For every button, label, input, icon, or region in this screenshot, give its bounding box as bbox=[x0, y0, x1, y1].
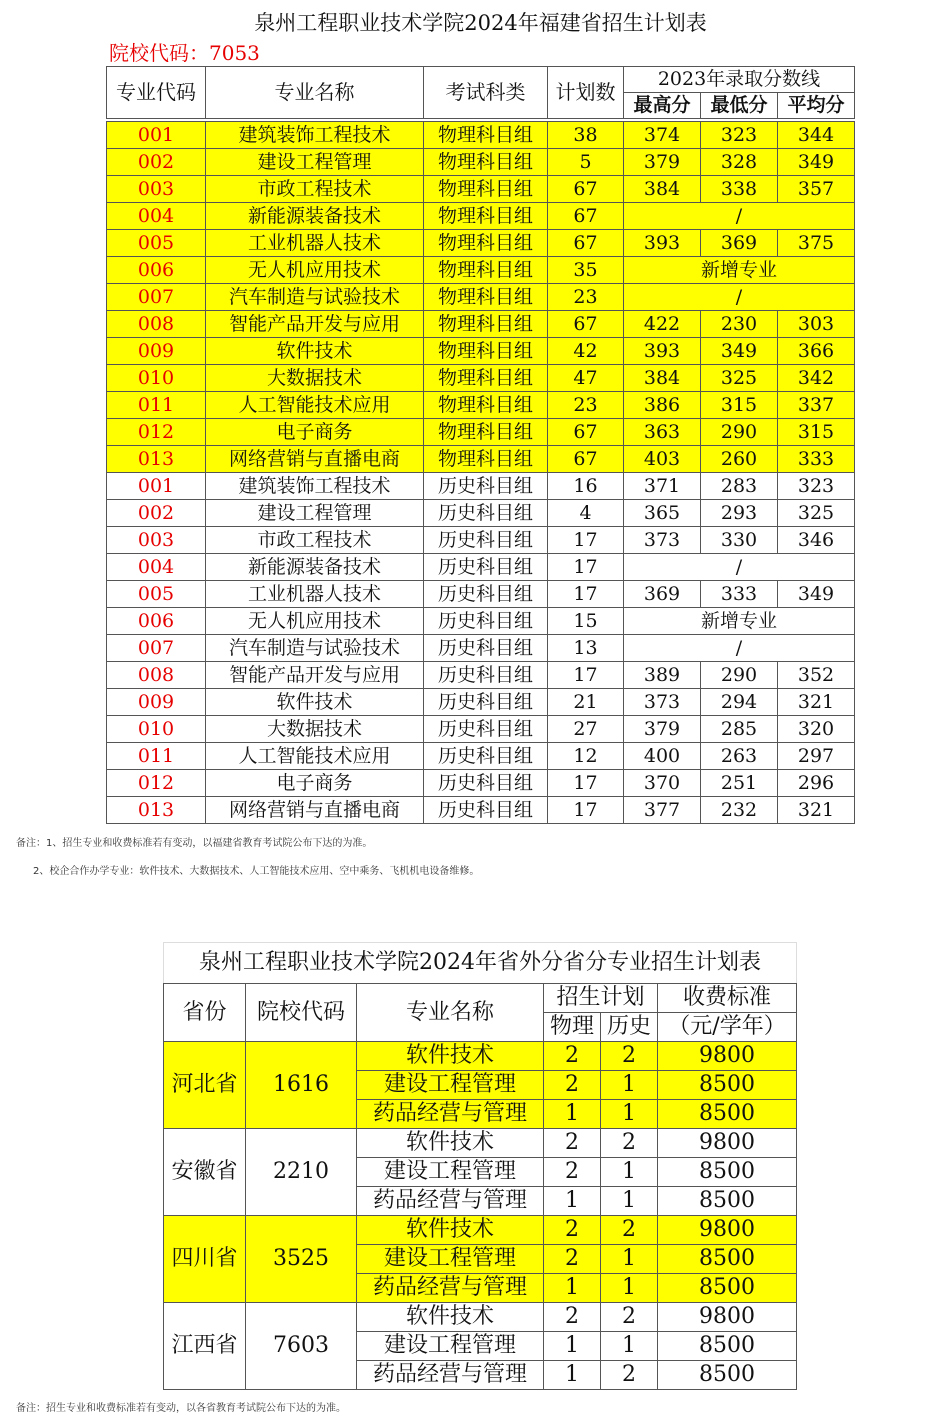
fee-cell: 8500 bbox=[658, 1274, 797, 1303]
avg-score-cell: 337 bbox=[778, 392, 855, 419]
plan-count-cell: 23 bbox=[548, 392, 624, 419]
plan-count-cell: 17 bbox=[548, 797, 624, 824]
score-merged-cell: 新增专业 bbox=[624, 257, 855, 284]
score-merged-cell: / bbox=[624, 284, 855, 311]
history-plan-cell: 2 bbox=[601, 1042, 658, 1071]
plan-count-cell: 15 bbox=[548, 608, 624, 635]
major-name-cell: 电子商务 bbox=[206, 770, 424, 797]
major-name-cell: 新能源装备技术 bbox=[206, 554, 424, 581]
major-name-cell: 建设工程管理 bbox=[206, 500, 424, 527]
table-row bbox=[107, 689, 855, 716]
physics-plan-cell: 1 bbox=[544, 1187, 601, 1216]
major-code-cell: 003 bbox=[107, 176, 206, 203]
fee-cell: 8500 bbox=[658, 1361, 797, 1390]
fee-cell: 9800 bbox=[658, 1129, 797, 1158]
major-code-cell: 012 bbox=[107, 419, 206, 446]
subject-cell: 历史科目组 bbox=[424, 797, 548, 824]
fee-cell: 9800 bbox=[658, 1303, 797, 1332]
subject-cell: 物理科目组 bbox=[424, 446, 548, 473]
subject-cell: 历史科目组 bbox=[424, 770, 548, 797]
out-of-province-plan-title: 泉州工程职业技术学院2024年省外分省分专业招生计划表 bbox=[163, 942, 797, 983]
max-score-cell: 384 bbox=[624, 365, 701, 392]
subject-cell: 历史科目组 bbox=[424, 581, 548, 608]
history-plan-cell: 1 bbox=[601, 1100, 658, 1129]
major-name-cell: 智能产品开发与应用 bbox=[206, 662, 424, 689]
min-score-cell: 338 bbox=[701, 176, 778, 203]
min-score-cell: 315 bbox=[701, 392, 778, 419]
table-row bbox=[107, 581, 855, 608]
history-plan-cell: 1 bbox=[601, 1071, 658, 1100]
plan-count-cell: 35 bbox=[548, 257, 624, 284]
subject-cell: 物理科目组 bbox=[424, 419, 548, 446]
plan-count-cell: 12 bbox=[548, 743, 624, 770]
min-score-cell: 323 bbox=[701, 122, 778, 149]
table-row bbox=[164, 1042, 797, 1071]
subject-cell: 物理科目组 bbox=[424, 149, 548, 176]
major-code-cell: 013 bbox=[107, 446, 206, 473]
table-row bbox=[107, 149, 855, 176]
plan-count-cell: 17 bbox=[548, 527, 624, 554]
physics-plan-cell: 2 bbox=[544, 1071, 601, 1100]
plan-count-cell: 17 bbox=[548, 581, 624, 608]
fee-cell: 8500 bbox=[658, 1245, 797, 1274]
table-row bbox=[107, 365, 855, 392]
plan-count-cell: 67 bbox=[548, 446, 624, 473]
table-row bbox=[107, 284, 855, 311]
header-subject: 考试科类 bbox=[424, 67, 548, 119]
subject-cell: 历史科目组 bbox=[424, 473, 548, 500]
major-name-cell: 建设工程管理 bbox=[357, 1332, 544, 1361]
min-score-cell: 369 bbox=[701, 230, 778, 257]
physics-plan-cell: 1 bbox=[544, 1100, 601, 1129]
province-cell: 四川省 bbox=[164, 1216, 246, 1303]
subject-cell: 物理科目组 bbox=[424, 338, 548, 365]
avg-score-cell: 352 bbox=[778, 662, 855, 689]
major-code-cell: 004 bbox=[107, 203, 206, 230]
major-code-cell: 005 bbox=[107, 581, 206, 608]
plan-count-cell: 67 bbox=[548, 230, 624, 257]
table-row bbox=[107, 230, 855, 257]
avg-score-cell: 303 bbox=[778, 311, 855, 338]
min-score-cell: 232 bbox=[701, 797, 778, 824]
subject-cell: 历史科目组 bbox=[424, 689, 548, 716]
max-score-cell: 363 bbox=[624, 419, 701, 446]
major-name-cell: 网络营销与直播电商 bbox=[206, 446, 424, 473]
major-code-cell: 004 bbox=[107, 554, 206, 581]
province-cell: 江西省 bbox=[164, 1303, 246, 1390]
subject-cell: 物理科目组 bbox=[424, 311, 548, 338]
fee-cell: 8500 bbox=[658, 1332, 797, 1361]
table-row bbox=[107, 770, 855, 797]
history-plan-cell: 1 bbox=[601, 1274, 658, 1303]
major-name-cell: 药品经营与管理 bbox=[357, 1274, 544, 1303]
physics-plan-cell: 2 bbox=[544, 1158, 601, 1187]
major-code-cell: 010 bbox=[107, 716, 206, 743]
major-code-cell: 002 bbox=[107, 500, 206, 527]
subject-cell: 物理科目组 bbox=[424, 122, 548, 149]
major-name-cell: 建设工程管理 bbox=[206, 149, 424, 176]
province-school-code-cell: 3525 bbox=[246, 1216, 357, 1303]
major-code-cell: 010 bbox=[107, 365, 206, 392]
table-row bbox=[164, 1216, 797, 1245]
plan-count-cell: 17 bbox=[548, 554, 624, 581]
max-score-cell: 369 bbox=[624, 581, 701, 608]
physics-plan-cell: 2 bbox=[544, 1216, 601, 1245]
subject-cell: 历史科目组 bbox=[424, 527, 548, 554]
major-name-cell: 电子商务 bbox=[206, 419, 424, 446]
max-score-cell: 365 bbox=[624, 500, 701, 527]
province-school-code-cell: 1616 bbox=[246, 1042, 357, 1129]
major-code-cell: 008 bbox=[107, 662, 206, 689]
avg-score-cell: 297 bbox=[778, 743, 855, 770]
major-name-cell: 软件技术 bbox=[357, 1042, 544, 1071]
plan-count-cell: 17 bbox=[548, 662, 624, 689]
history-plan-cell: 2 bbox=[601, 1303, 658, 1332]
table-row bbox=[107, 203, 855, 230]
max-score-cell: 400 bbox=[624, 743, 701, 770]
table-row bbox=[107, 662, 855, 689]
min-score-cell: 328 bbox=[701, 149, 778, 176]
plan-count-cell: 17 bbox=[548, 770, 624, 797]
plan-count-cell: 5 bbox=[548, 149, 624, 176]
min-score-cell: 333 bbox=[701, 581, 778, 608]
min-score-cell: 251 bbox=[701, 770, 778, 797]
major-name-cell: 新能源装备技术 bbox=[206, 203, 424, 230]
min-score-cell: 263 bbox=[701, 743, 778, 770]
history-plan-cell: 1 bbox=[601, 1158, 658, 1187]
major-code-cell: 007 bbox=[107, 284, 206, 311]
fee-cell: 8500 bbox=[658, 1071, 797, 1100]
major-name-cell: 无人机应用技术 bbox=[206, 257, 424, 284]
plan-count-cell: 23 bbox=[548, 284, 624, 311]
plan-count-cell: 42 bbox=[548, 338, 624, 365]
max-score-cell: 373 bbox=[624, 689, 701, 716]
major-name-cell: 人工智能技术应用 bbox=[206, 743, 424, 770]
plan-count-cell: 67 bbox=[548, 419, 624, 446]
header-min-score: 最低分 bbox=[701, 93, 778, 119]
plan-count-cell: 38 bbox=[548, 122, 624, 149]
history-plan-cell: 1 bbox=[601, 1332, 658, 1361]
subject-cell: 历史科目组 bbox=[424, 662, 548, 689]
major-name-cell: 建设工程管理 bbox=[357, 1071, 544, 1100]
major-code-cell: 011 bbox=[107, 392, 206, 419]
note-out-of-province: 备注：招生专业和收费标准若有变动，以各省教育考试院公布下达的为准。 bbox=[16, 1403, 346, 1414]
avg-score-cell: 342 bbox=[778, 365, 855, 392]
score-merged-cell: 新增专业 bbox=[624, 608, 855, 635]
note-fujian-2: 2、校企合作办学专业：软件技术、大数据技术、人工智能技术应用、空中乘务、飞机机电设备维修。 bbox=[33, 866, 480, 877]
max-score-cell: 393 bbox=[624, 338, 701, 365]
subject-cell: 物理科目组 bbox=[424, 392, 548, 419]
plan-count-cell: 16 bbox=[548, 473, 624, 500]
header-major-name: 专业名称 bbox=[357, 984, 544, 1042]
table-row bbox=[107, 500, 855, 527]
plan-count-cell: 67 bbox=[548, 311, 624, 338]
header-history: 历史 bbox=[601, 1013, 658, 1042]
major-name-cell: 建设工程管理 bbox=[357, 1158, 544, 1187]
physics-plan-cell: 2 bbox=[544, 1129, 601, 1158]
major-code-cell: 012 bbox=[107, 770, 206, 797]
avg-score-cell: 344 bbox=[778, 122, 855, 149]
major-name-cell: 药品经营与管理 bbox=[357, 1361, 544, 1390]
major-name-cell: 汽车制造与试验技术 bbox=[206, 635, 424, 662]
min-score-cell: 260 bbox=[701, 446, 778, 473]
fee-cell: 8500 bbox=[658, 1187, 797, 1216]
major-code-cell: 009 bbox=[107, 338, 206, 365]
province-cell: 安徽省 bbox=[164, 1129, 246, 1216]
subject-cell: 历史科目组 bbox=[424, 500, 548, 527]
avg-score-cell: 321 bbox=[778, 797, 855, 824]
plan-count-cell: 67 bbox=[548, 203, 624, 230]
table-row bbox=[107, 419, 855, 446]
major-name-cell: 大数据技术 bbox=[206, 716, 424, 743]
major-name-cell: 软件技术 bbox=[206, 689, 424, 716]
note-fujian-1: 备注：1、招生专业和收费标准若有变动，以福建省教育考试院公布下达的为准。 bbox=[16, 838, 373, 849]
major-name-cell: 智能产品开发与应用 bbox=[206, 311, 424, 338]
table-row bbox=[107, 608, 855, 635]
major-name-cell: 人工智能技术应用 bbox=[206, 392, 424, 419]
subject-cell: 物理科目组 bbox=[424, 365, 548, 392]
province-school-code-cell: 7603 bbox=[246, 1303, 357, 1390]
table-row bbox=[107, 176, 855, 203]
history-plan-cell: 2 bbox=[601, 1129, 658, 1158]
avg-score-cell: 349 bbox=[778, 149, 855, 176]
table-row bbox=[107, 257, 855, 284]
table-row bbox=[107, 797, 855, 824]
table-row bbox=[107, 338, 855, 365]
header-enroll-plan: 招生计划 bbox=[544, 984, 658, 1013]
score-merged-cell: / bbox=[624, 554, 855, 581]
avg-score-cell: 375 bbox=[778, 230, 855, 257]
major-code-cell: 002 bbox=[107, 149, 206, 176]
min-score-cell: 330 bbox=[701, 527, 778, 554]
province-school-code-cell: 2210 bbox=[246, 1129, 357, 1216]
max-score-cell: 386 bbox=[624, 392, 701, 419]
major-name-cell: 建筑装饰工程技术 bbox=[206, 122, 424, 149]
max-score-cell: 422 bbox=[624, 311, 701, 338]
plan-count-cell: 27 bbox=[548, 716, 624, 743]
major-code-cell: 001 bbox=[107, 122, 206, 149]
avg-score-cell: 325 bbox=[778, 500, 855, 527]
major-code-cell: 003 bbox=[107, 527, 206, 554]
major-code-cell: 006 bbox=[107, 608, 206, 635]
fujian-plan-title: 泉州工程职业技术学院2024年福建省招生计划表 bbox=[254, 11, 707, 35]
major-name-cell: 工业机器人技术 bbox=[206, 581, 424, 608]
max-score-cell: 384 bbox=[624, 176, 701, 203]
avg-score-cell: 323 bbox=[778, 473, 855, 500]
min-score-cell: 290 bbox=[701, 419, 778, 446]
subject-cell: 历史科目组 bbox=[424, 635, 548, 662]
max-score-cell: 393 bbox=[624, 230, 701, 257]
max-score-cell: 379 bbox=[624, 716, 701, 743]
header-fee: 收费标准 bbox=[658, 984, 797, 1013]
major-code-cell: 007 bbox=[107, 635, 206, 662]
fee-cell: 9800 bbox=[658, 1216, 797, 1245]
header-score-group: 2023年录取分数线 bbox=[624, 67, 855, 93]
major-name-cell: 汽车制造与试验技术 bbox=[206, 284, 424, 311]
max-score-cell: 374 bbox=[624, 122, 701, 149]
fujian-plan-table bbox=[106, 66, 855, 824]
min-score-cell: 230 bbox=[701, 311, 778, 338]
major-name-cell: 建筑装饰工程技术 bbox=[206, 473, 424, 500]
major-name-cell: 药品经营与管理 bbox=[357, 1100, 544, 1129]
table-row bbox=[107, 716, 855, 743]
table-row bbox=[107, 635, 855, 662]
out-of-province-plan-body bbox=[164, 1042, 797, 1390]
major-name-cell: 软件技术 bbox=[357, 1216, 544, 1245]
plan-count-cell: 67 bbox=[548, 176, 624, 203]
avg-score-cell: 366 bbox=[778, 338, 855, 365]
major-name-cell: 药品经营与管理 bbox=[357, 1187, 544, 1216]
major-name-cell: 工业机器人技术 bbox=[206, 230, 424, 257]
major-name-cell: 软件技术 bbox=[206, 338, 424, 365]
major-name-cell: 无人机应用技术 bbox=[206, 608, 424, 635]
header-avg-score: 平均分 bbox=[778, 93, 855, 119]
header-max-score: 最高分 bbox=[624, 93, 701, 119]
subject-cell: 物理科目组 bbox=[424, 230, 548, 257]
province-cell: 河北省 bbox=[164, 1042, 246, 1129]
min-score-cell: 349 bbox=[701, 338, 778, 365]
history-plan-cell: 1 bbox=[601, 1245, 658, 1274]
plan-count-cell: 4 bbox=[548, 500, 624, 527]
avg-score-cell: 296 bbox=[778, 770, 855, 797]
history-plan-cell: 2 bbox=[601, 1216, 658, 1245]
major-code-cell: 013 bbox=[107, 797, 206, 824]
min-score-cell: 325 bbox=[701, 365, 778, 392]
major-name-cell: 大数据技术 bbox=[206, 365, 424, 392]
major-name-cell: 市政工程技术 bbox=[206, 527, 424, 554]
header-fee-unit: （元/学年） bbox=[658, 1013, 797, 1042]
table-row bbox=[107, 527, 855, 554]
min-score-cell: 285 bbox=[701, 716, 778, 743]
subject-cell: 物理科目组 bbox=[424, 284, 548, 311]
major-code-cell: 008 bbox=[107, 311, 206, 338]
subject-cell: 历史科目组 bbox=[424, 716, 548, 743]
plan-count-cell: 47 bbox=[548, 365, 624, 392]
subject-cell: 物理科目组 bbox=[424, 203, 548, 230]
major-name-cell: 网络营销与直播电商 bbox=[206, 797, 424, 824]
header-major-code: 专业代码 bbox=[107, 67, 206, 119]
min-score-cell: 283 bbox=[701, 473, 778, 500]
fee-cell: 8500 bbox=[658, 1100, 797, 1129]
subject-cell: 历史科目组 bbox=[424, 554, 548, 581]
table-row bbox=[107, 554, 855, 581]
min-score-cell: 293 bbox=[701, 500, 778, 527]
fee-cell: 9800 bbox=[658, 1042, 797, 1071]
major-code-cell: 001 bbox=[107, 473, 206, 500]
major-code-cell: 009 bbox=[107, 689, 206, 716]
subject-cell: 物理科目组 bbox=[424, 257, 548, 284]
min-score-cell: 294 bbox=[701, 689, 778, 716]
table-row bbox=[107, 392, 855, 419]
physics-plan-cell: 2 bbox=[544, 1303, 601, 1332]
avg-score-cell: 321 bbox=[778, 689, 855, 716]
plan-count-cell: 21 bbox=[548, 689, 624, 716]
header-school-code: 院校代码 bbox=[246, 984, 357, 1042]
physics-plan-cell: 1 bbox=[544, 1274, 601, 1303]
min-score-cell: 290 bbox=[701, 662, 778, 689]
subject-cell: 物理科目组 bbox=[424, 176, 548, 203]
score-merged-cell: / bbox=[624, 203, 855, 230]
physics-plan-cell: 1 bbox=[544, 1332, 601, 1361]
fee-cell: 8500 bbox=[658, 1158, 797, 1187]
major-code-cell: 011 bbox=[107, 743, 206, 770]
avg-score-cell: 320 bbox=[778, 716, 855, 743]
header-major-name: 专业名称 bbox=[206, 67, 424, 119]
max-score-cell: 370 bbox=[624, 770, 701, 797]
school-code-label: 院校代码：7053 bbox=[109, 41, 260, 65]
table-row bbox=[107, 743, 855, 770]
subject-cell: 历史科目组 bbox=[424, 743, 548, 770]
major-name-cell: 软件技术 bbox=[357, 1129, 544, 1158]
table-row bbox=[107, 473, 855, 500]
history-plan-cell: 1 bbox=[601, 1187, 658, 1216]
header-physics: 物理 bbox=[544, 1013, 601, 1042]
avg-score-cell: 315 bbox=[778, 419, 855, 446]
major-code-cell: 006 bbox=[107, 257, 206, 284]
fujian-plan-body bbox=[107, 122, 855, 824]
avg-score-cell: 346 bbox=[778, 527, 855, 554]
header-province: 省份 bbox=[164, 984, 246, 1042]
table-row bbox=[164, 1129, 797, 1158]
avg-score-cell: 349 bbox=[778, 581, 855, 608]
physics-plan-cell: 1 bbox=[544, 1361, 601, 1390]
table-row bbox=[107, 122, 855, 149]
physics-plan-cell: 2 bbox=[544, 1245, 601, 1274]
score-merged-cell: / bbox=[624, 635, 855, 662]
avg-score-cell: 357 bbox=[778, 176, 855, 203]
max-score-cell: 403 bbox=[624, 446, 701, 473]
physics-plan-cell: 2 bbox=[544, 1042, 601, 1071]
table-row bbox=[107, 311, 855, 338]
plan-count-cell: 13 bbox=[548, 635, 624, 662]
subject-cell: 历史科目组 bbox=[424, 608, 548, 635]
header-plan: 计划数 bbox=[548, 67, 624, 119]
major-name-cell: 建设工程管理 bbox=[357, 1245, 544, 1274]
max-score-cell: 379 bbox=[624, 149, 701, 176]
table-row bbox=[164, 1303, 797, 1332]
max-score-cell: 389 bbox=[624, 662, 701, 689]
max-score-cell: 377 bbox=[624, 797, 701, 824]
table-row bbox=[107, 446, 855, 473]
major-name-cell: 软件技术 bbox=[357, 1303, 544, 1332]
history-plan-cell: 2 bbox=[601, 1361, 658, 1390]
major-name-cell: 市政工程技术 bbox=[206, 176, 424, 203]
max-score-cell: 373 bbox=[624, 527, 701, 554]
avg-score-cell: 333 bbox=[778, 446, 855, 473]
max-score-cell: 371 bbox=[624, 473, 701, 500]
out-of-province-plan-table bbox=[163, 983, 797, 1390]
major-code-cell: 005 bbox=[107, 230, 206, 257]
